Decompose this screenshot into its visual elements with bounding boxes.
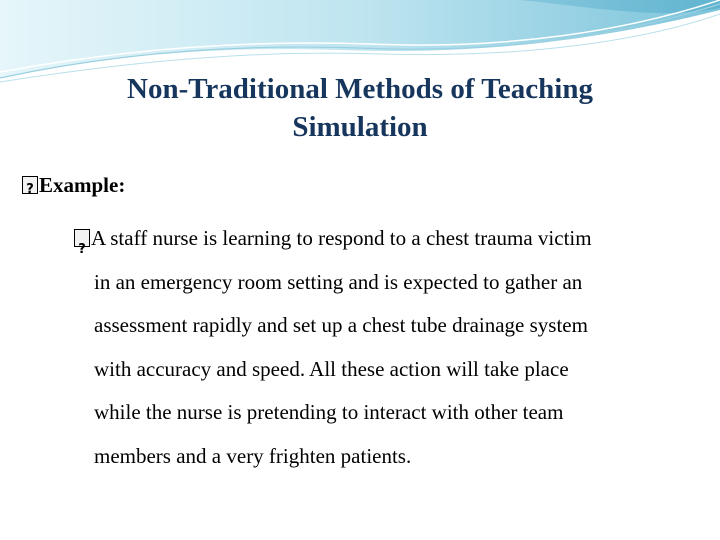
missing-glyph-bullet-icon	[22, 176, 38, 194]
scenario-line-2: in an emergency room setting and is expected to gather an	[94, 269, 583, 294]
wave-band-back	[0, 0, 720, 78]
title-line-1: Non-Traditional Methods of Teaching	[127, 73, 593, 105]
missing-glyph-bullet-icon	[74, 229, 90, 247]
bullet-scenario	[74, 217, 684, 479]
scenario-line-3: assessment rapidly and set up a chest tube drainage system	[94, 313, 588, 338]
slide-title	[60, 70, 660, 146]
bullet-example	[22, 170, 125, 200]
scenario-line-1-text: A staff nurse is learning to respond to a chest trauma victim	[91, 226, 592, 250]
scenario-line-4: with accuracy and speed. All these action will take place	[94, 356, 569, 381]
scenario-line-6: members and a very frighten patients.	[94, 443, 412, 468]
scenario-line-1	[74, 217, 684, 261]
bullet-example-label: Example:	[39, 173, 126, 197]
scenario-line-5: while the nurse is pretending to interact with other team	[94, 400, 564, 425]
title-line-2: Simulation	[292, 111, 428, 143]
